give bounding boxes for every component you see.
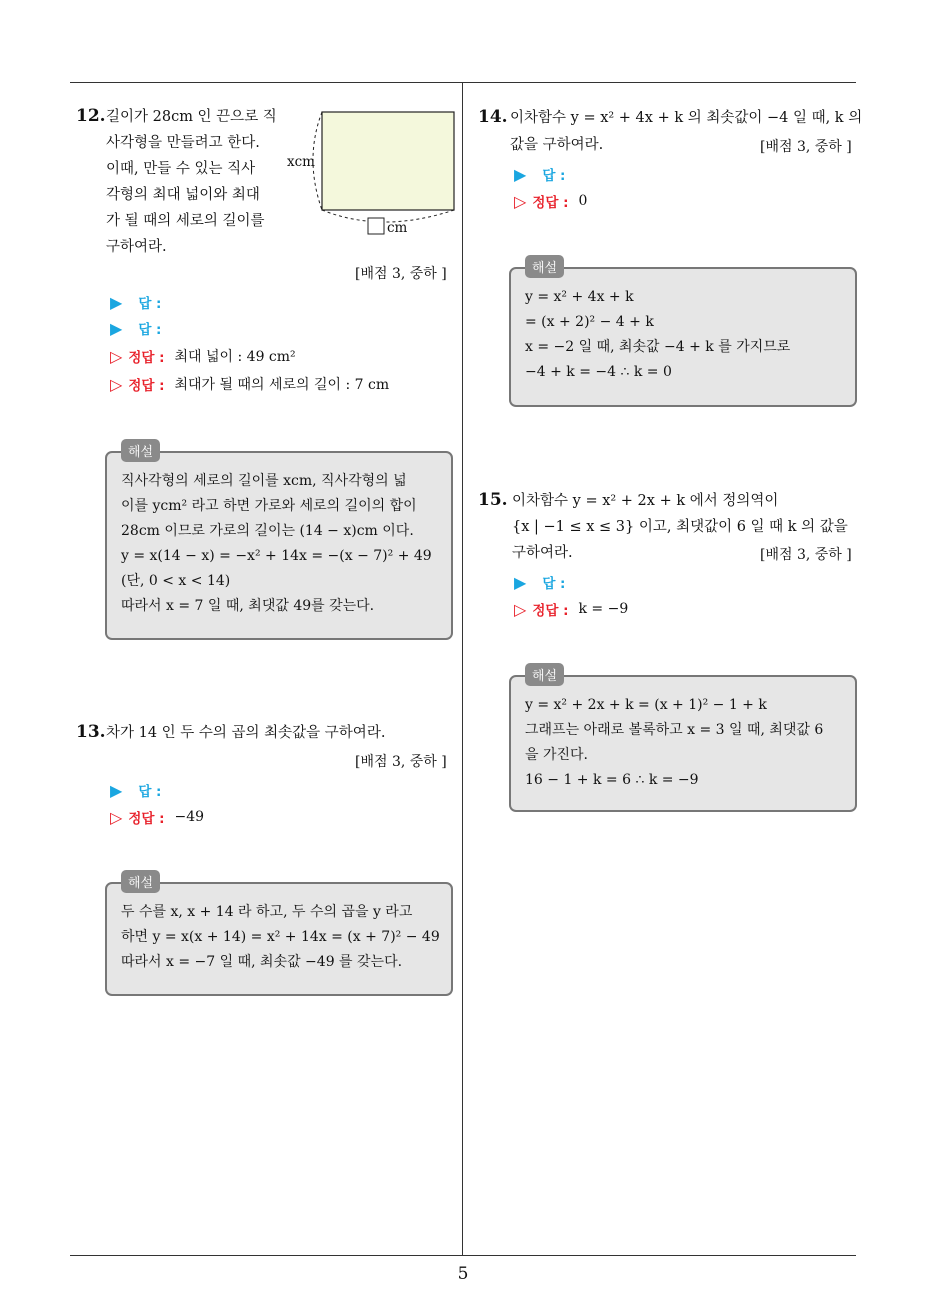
blank-box [368, 218, 384, 234]
solution-line: x = −2 일 때, 최솟값 −4 + k 를 가지므로 [525, 339, 791, 355]
solution-tag: 해설 [121, 439, 160, 462]
question-text-line: 구하여라. [106, 239, 167, 255]
correct-answer-value: k = −9 [578, 601, 629, 617]
question-text-line: 이때, 만들 수 있는 직사 [106, 161, 256, 177]
column-divider [462, 82, 463, 1255]
solution-box [105, 445, 453, 640]
solution-line: 두 수를 x, x + 14 라 하고, 두 수의 곱을 y 라고 [121, 904, 413, 920]
triangle-outline-icon: ▷ [110, 374, 123, 394]
triangle-bullet-icon: ▶ [110, 780, 123, 800]
triangle-bullet-icon: ▶ [514, 164, 527, 184]
correct-label: 정답 : [128, 350, 165, 366]
solution-box [509, 669, 857, 812]
answer-row [110, 780, 171, 800]
triangle-bullet-icon: ▶ [110, 292, 123, 312]
answer-label: 답 : [542, 576, 566, 592]
bottom-length-label: cm [387, 220, 408, 236]
page-number: 5 [457, 1264, 469, 1284]
triangle-bullet-icon: ▶ [514, 572, 527, 592]
answer-label: 답 : [138, 296, 162, 312]
question-text-line: 차가 14 인 두 수의 곱의 최솟값을 구하여라. [106, 725, 386, 741]
solution-tag: 해설 [121, 870, 160, 893]
bottom-rule [70, 1255, 856, 1256]
rectangle-shape [322, 112, 454, 210]
question-text-line: 이차함수 y = x² + 4x + k 의 최솟값이 −4 일 때, k 의 [510, 110, 863, 126]
question-text-line: 사각형을 만들려고 한다. [106, 135, 260, 151]
question-text-line: {x | −1 ≤ x ≤ 3} 이고, 최댓값이 6 일 때 k 의 값을 [512, 519, 848, 535]
triangle-outline-icon: ▷ [110, 807, 123, 827]
question-text-line: 이차함수 y = x² + 2x + k 에서 정의역이 [512, 493, 779, 509]
solution-line: 이를 ycm² 라고 하면 가로와 세로의 길이의 합이 [121, 498, 417, 514]
solution-line: −4 + k = −4 ∴ k = 0 [525, 364, 672, 380]
correct-answer-row [110, 374, 389, 394]
question-number: 14. [478, 107, 508, 127]
triangle-bullet-icon: ▶ [110, 318, 123, 338]
solution-line: 그래프는 아래로 볼록하고 x = 3 일 때, 최댓값 6 [525, 722, 824, 738]
question-number: 13. [76, 722, 106, 742]
score-label: [배점 3, 중하 ] [355, 754, 447, 770]
correct-label: 정답 : [128, 378, 165, 394]
solution-line: 직사각형의 세로의 길이를 xcm, 직사각형의 넓 [121, 473, 407, 489]
solution-line: 16 − 1 + k = 6 ∴ k = −9 [525, 772, 699, 788]
correct-answer-row [514, 599, 628, 619]
correct-answer-row [110, 807, 204, 827]
answer-row [110, 318, 171, 338]
question-number: 12. [76, 106, 106, 126]
answer-label: 답 : [542, 168, 566, 184]
solution-tag: 해설 [525, 255, 564, 278]
solution-line: y = x(14 − x) = −x² + 14x = −(x − 7)² + 49 [121, 548, 432, 564]
answer-label: 답 : [138, 322, 162, 338]
solution-tag: 해설 [525, 663, 564, 686]
solution-line: (단, 0 < x < 14) [121, 573, 231, 589]
answer-row [110, 292, 171, 312]
solution-line: 을 가진다. [525, 747, 588, 763]
correct-answer-value: 0 [578, 193, 588, 209]
solution-line: 따라서 x = −7 일 때, 최솟값 −49 를 갖는다. [121, 954, 403, 970]
solution-line: 28cm 이므로 가로의 길이는 (14 − x)cm 이다. [121, 523, 414, 539]
answer-row [514, 164, 575, 184]
question-text-line: 값을 구하여라. [510, 137, 604, 153]
solution-line: y = x² + 2x + k = (x + 1)² − 1 + k [525, 697, 767, 713]
correct-answer-value: −49 [174, 809, 205, 825]
correct-answer-value: 최대 넓이 : 49 cm² [174, 349, 296, 365]
score-label: [배점 3, 중하 ] [760, 547, 852, 563]
score-label: [배점 3, 중하 ] [760, 139, 852, 155]
correct-label: 정답 : [532, 603, 569, 619]
question-text-line: 길이가 28cm 인 끈으로 직 [106, 109, 277, 125]
question-number: 15. [478, 490, 508, 510]
side-length-label: xcm [287, 154, 315, 170]
score-label: [배점 3, 중하 ] [355, 266, 447, 282]
answer-row [514, 572, 575, 592]
solution-box [509, 261, 857, 407]
solution-box [105, 876, 453, 996]
triangle-outline-icon: ▷ [514, 599, 527, 619]
correct-answer-row [110, 346, 296, 366]
triangle-outline-icon: ▷ [110, 346, 123, 366]
question-text-line: 각형의 최대 넓이와 최대 [106, 187, 260, 203]
top-rule [70, 82, 856, 83]
question-text-line: 구하여라. [512, 545, 573, 561]
correct-label: 정답 : [532, 195, 569, 211]
correct-answer-value: 최대가 될 때의 세로의 길이 : 7 cm [174, 377, 390, 393]
solution-line: 따라서 x = 7 일 때, 최댓값 49를 갖는다. [121, 598, 375, 614]
answer-label: 답 : [138, 784, 162, 800]
question-text-line: 가 될 때의 세로의 길이를 [106, 213, 265, 229]
correct-answer-row [514, 191, 587, 211]
triangle-outline-icon: ▷ [514, 191, 527, 211]
correct-label: 정답 : [128, 811, 165, 827]
solution-line: 하면 y = x(x + 14) = x² + 14x = (x + 7)² − 49 [121, 929, 440, 945]
solution-line: y = x² + 4x + k [525, 289, 634, 305]
solution-line: = (x + 2)² − 4 + k [525, 314, 654, 330]
